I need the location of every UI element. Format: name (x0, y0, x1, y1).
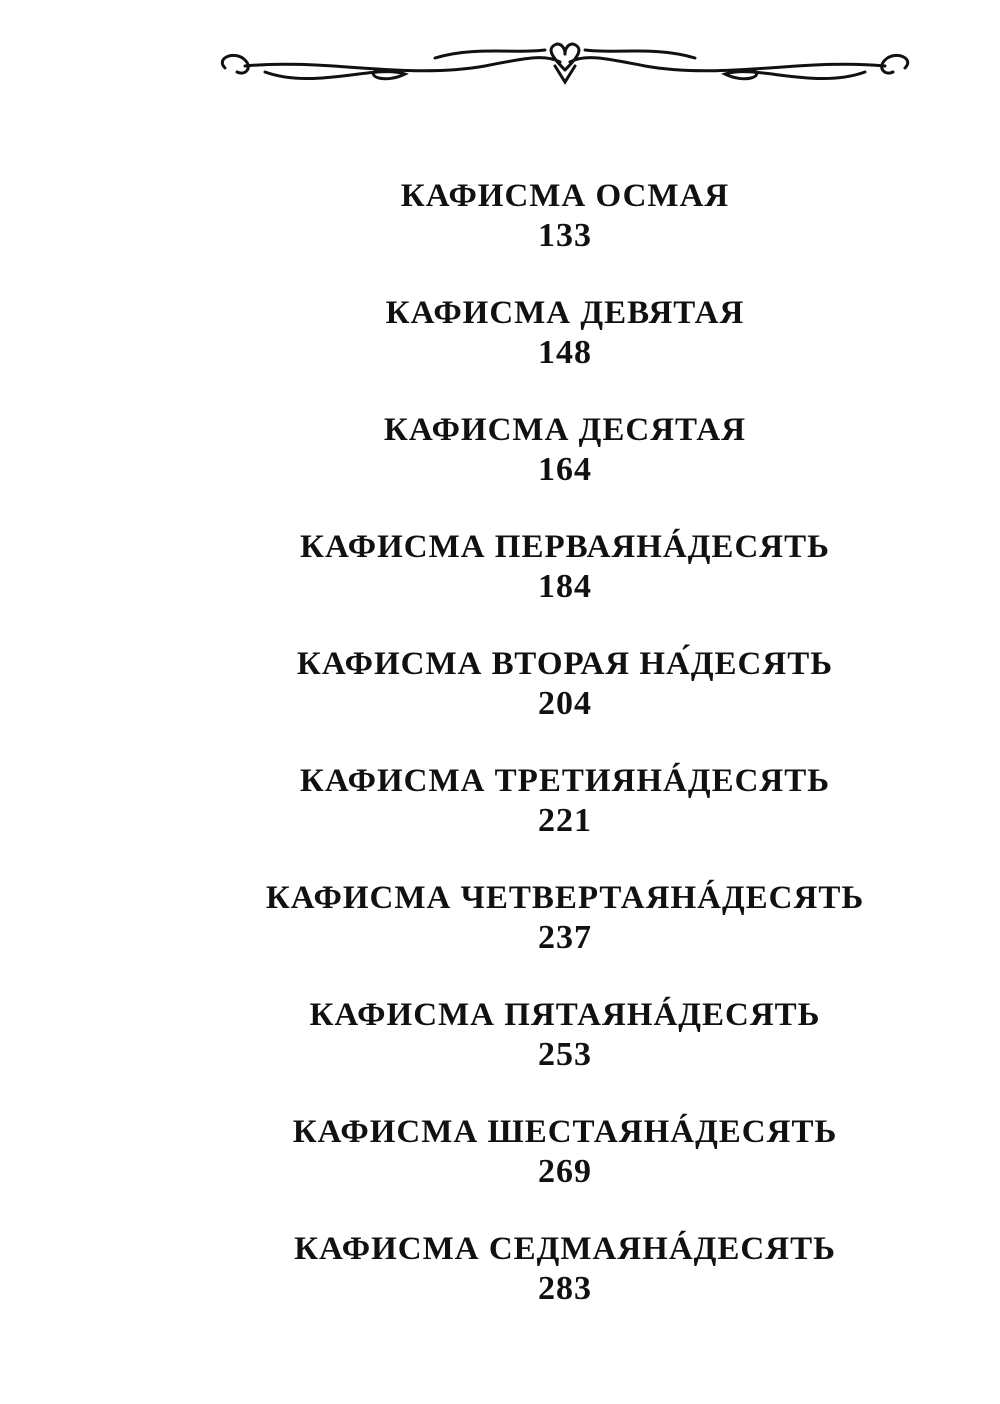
toc-entry[interactable] (0, 643, 1000, 760)
toc-entry-page-number: 204 (538, 685, 592, 722)
toc-entry-page-number: 164 (538, 451, 592, 488)
toc-entry[interactable] (0, 1228, 1000, 1345)
toc-entry-title: КАФИСМА ПЕРВАЯНÁДЕСЯТЬ (300, 529, 830, 565)
toc-entry-title: КАФИСМА ТРЕТИЯНÁДЕСЯТЬ (299, 763, 831, 799)
toc-entry-title: КАФИСМА СЕДМАЯНÁДЕСЯТЬ (294, 1231, 836, 1267)
toc-entry[interactable] (0, 292, 1000, 409)
toc-entry-title: КАФИСМА ПЯТАЯНÁДЕСЯТЬ (309, 997, 821, 1033)
toc-entry-title: КАФИСМА ОСМАЯ (400, 178, 730, 214)
toc-entry-page-number: 148 (538, 334, 592, 371)
toc-entry[interactable] (0, 877, 1000, 994)
toc-entry-title: КАФИСМА ВТОРАЯ НА́ДЕСЯТЬ (296, 646, 834, 682)
toc-entry-title: КАФИСМА ШЕСТАЯНÁДЕСЯТЬ (292, 1114, 838, 1150)
toc-entry-page-number: 221 (538, 802, 592, 839)
toc-entry[interactable] (0, 526, 1000, 643)
toc-entry-page-number: 184 (538, 568, 592, 605)
toc-entry[interactable] (0, 1111, 1000, 1228)
table-of-contents (0, 175, 1000, 1345)
toc-entry-page-number: 253 (538, 1036, 592, 1073)
toc-entry-title: КАФИСМА ЧЕТВЕРТАЯНÁДЕСЯТЬ (265, 880, 865, 916)
toc-entry-title: КАФИСМА ДЕСЯТАЯ (383, 412, 747, 448)
toc-entry-title: КАФИСМА ДЕВЯТАЯ (385, 295, 745, 331)
toc-entry-page-number: 283 (538, 1270, 592, 1307)
toc-entry[interactable] (0, 994, 1000, 1111)
toc-entry-page-number: 269 (538, 1153, 592, 1190)
toc-entry[interactable] (0, 760, 1000, 877)
toc-entry-page-number: 237 (538, 919, 592, 956)
toc-entry-page-number: 133 (538, 217, 592, 254)
toc-entry[interactable] (0, 175, 1000, 292)
toc-entry[interactable] (0, 409, 1000, 526)
scroll-flourish-ornament-icon (205, 36, 925, 96)
